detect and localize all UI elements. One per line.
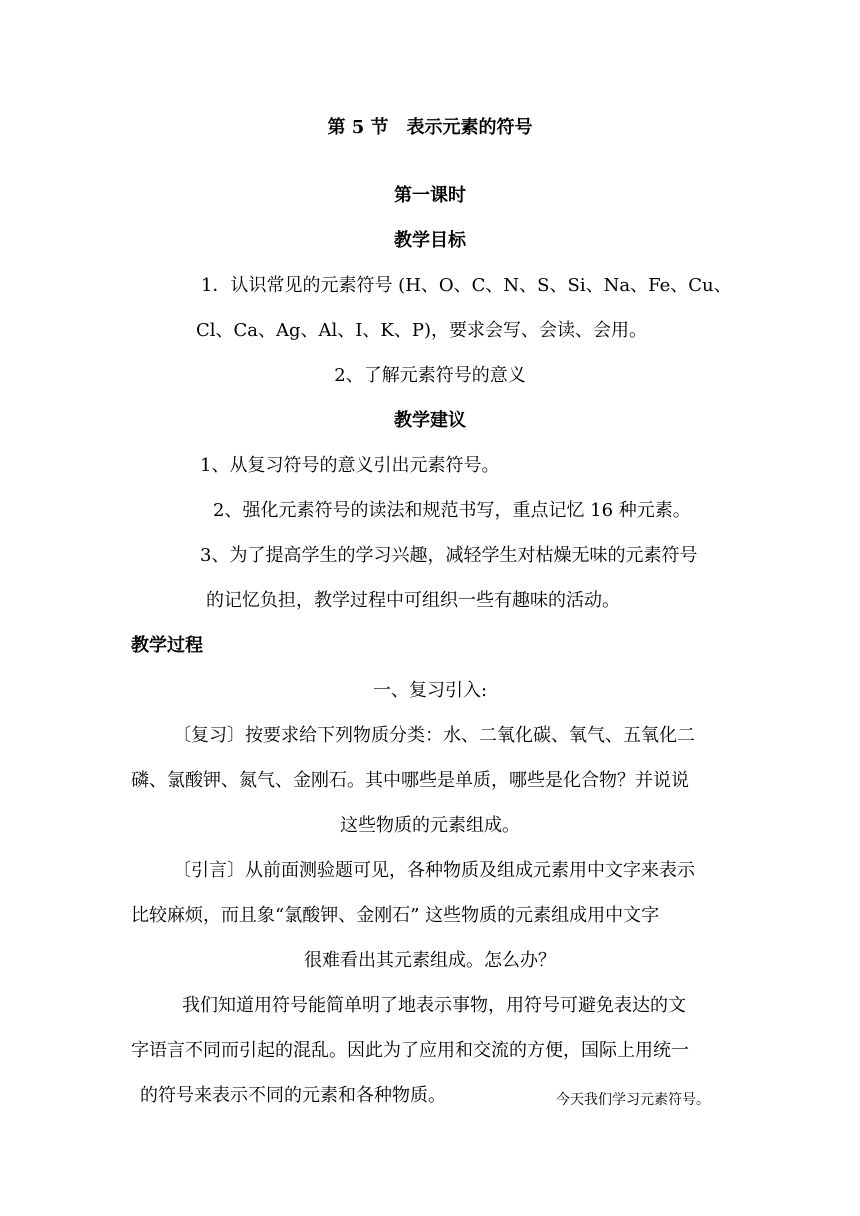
advice-heading: 教学建议 [394, 410, 466, 431]
goal-2: 2、了解元素符号的意义 [334, 365, 526, 386]
advice-3-line-1: 3、为了提高学生的学习兴趣，减轻学生对枯燥无味的元素符号 [200, 545, 698, 566]
advice-1: 1、从复习符号的意义引出元素符号。 [200, 455, 500, 476]
intro-line-1: 〔引言〕从前面测验题可见，各种物质及组成元素用中文字来表示 [173, 860, 695, 881]
paragraph-tail: 今天我们学习元素符号。 [556, 1092, 710, 1108]
goal-1-line-1: 1．认识常见的元素符号 (H、O、C、N、S、Si、Na、Fe、Cu、 [201, 275, 732, 296]
paragraph-line-2: 字语言不同而引起的混乱。因此为了应用和交流的方便，国际上用统一 [131, 1040, 689, 1061]
review-line-3: 这些物质的元素组成。 [340, 815, 520, 836]
section-title: 第 5 节 表示元素的符号 [327, 117, 533, 138]
goals-heading: 教学目标 [394, 230, 466, 251]
paragraph-line-1: 我们知道用符号能简单明了地表示事物，用符号可避免表达的文 [182, 995, 686, 1016]
intro-line-3: 很难看出其元素组成。怎么办？ [304, 950, 556, 971]
advice-3-line-2: 的记忆负担，教学过程中可组织一些有趣味的活动。 [206, 590, 620, 611]
goal-1-line-2: Cl、Ca、Ag、Al、I、K、P)，要求会写、会读、会用。 [196, 320, 648, 341]
intro-line-2: 比较麻烦，而且象“氯酸钾、金刚石” 这些物质的元素组成用中文字 [131, 905, 660, 926]
section-1-heading: 一、复习引入: [372, 680, 488, 701]
advice-2: 2、强化元素符号的读法和规范书写，重点记忆 16 种元素。 [213, 500, 691, 521]
process-heading: 教学过程 [131, 635, 203, 656]
review-line-1: 〔复习〕按要求给下列物质分类：水、二氧化碳、氧气、五氧化二 [173, 725, 695, 746]
lesson-period-heading: 第一课时 [394, 185, 466, 206]
review-line-2: 磷、氯酸钾、氮气、金刚石。其中哪些是单质，哪些是化合物？并说说 [131, 770, 689, 791]
paragraph-line-3: 的符号来表示不同的元素和各种物质。 [140, 1085, 446, 1106]
